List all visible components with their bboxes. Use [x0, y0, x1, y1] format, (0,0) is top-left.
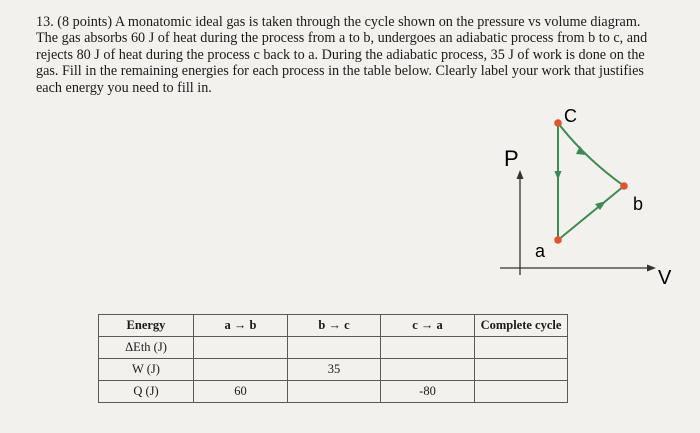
pv-diagram [490, 100, 690, 300]
cell-w-c-to-a[interactable] [381, 359, 475, 381]
cell-eth-a-to-b[interactable] [194, 337, 288, 359]
cell-eth-c-to-a[interactable] [381, 337, 475, 359]
energy-table [98, 314, 568, 403]
cell-w-b-to-c[interactable]: 35 [288, 359, 381, 381]
p-axis-arrow [517, 170, 524, 179]
c-to-a-arrow [555, 171, 562, 180]
header-b-to-c: b → c [288, 315, 381, 337]
point-b [620, 182, 628, 190]
cell-w-a-to-b[interactable] [194, 359, 288, 381]
cell-eth-cycle[interactable] [475, 337, 568, 359]
point-b-label: b [633, 194, 644, 214]
point-c-label: C [564, 106, 577, 126]
process-b-to-c [558, 123, 624, 186]
b-to-c-arrow [576, 146, 586, 155]
row-label-heat: Q (J) [99, 381, 194, 403]
table-row [99, 337, 568, 359]
cell-eth-b-to-c[interactable] [288, 337, 381, 359]
cell-q-cycle[interactable] [475, 381, 568, 403]
cell-q-c-to-a[interactable]: -80 [381, 381, 475, 403]
point-a [554, 236, 562, 244]
v-axis-arrow [647, 265, 656, 272]
point-a-label: a [535, 241, 546, 261]
v-axis-label: V [658, 267, 672, 289]
row-label-work: W (J) [99, 359, 194, 381]
cell-w-cycle[interactable] [475, 359, 568, 381]
table-row [99, 359, 568, 381]
header-energy: Energy [99, 315, 194, 337]
header-c-to-a: c → a [381, 315, 475, 337]
table-row [99, 381, 568, 403]
header-a-to-b: a → b [194, 315, 288, 337]
cell-q-a-to-b[interactable]: 60 [194, 381, 288, 403]
point-c [554, 119, 562, 127]
problem-text: (8 points) A monatomic ideal gas is taken through the cycle shown on the pressure vs volume diagram. The gas absorbs 60 J of heat during the process from a to b, undergoes an adiabatic process from b to c, and rejects 80 J of heat during the process c back to a. During the adiabatic process, 35 J of work is done on the gas. Fill in the remaining energies for each process in the table below. Clearly label your work that justifies each energy you need to fill in. [36, 14, 648, 96]
header-complete-cycle: Complete cycle [475, 315, 568, 337]
process-a-to-b [558, 186, 624, 240]
p-axis-label: P [504, 146, 519, 171]
row-label-delta-eth: ΔEth (J) [99, 337, 194, 359]
table-header-row [99, 315, 568, 337]
problem-number: 13. [36, 14, 54, 30]
cell-q-b-to-c[interactable] [288, 381, 381, 403]
problem-statement [36, 14, 656, 96]
